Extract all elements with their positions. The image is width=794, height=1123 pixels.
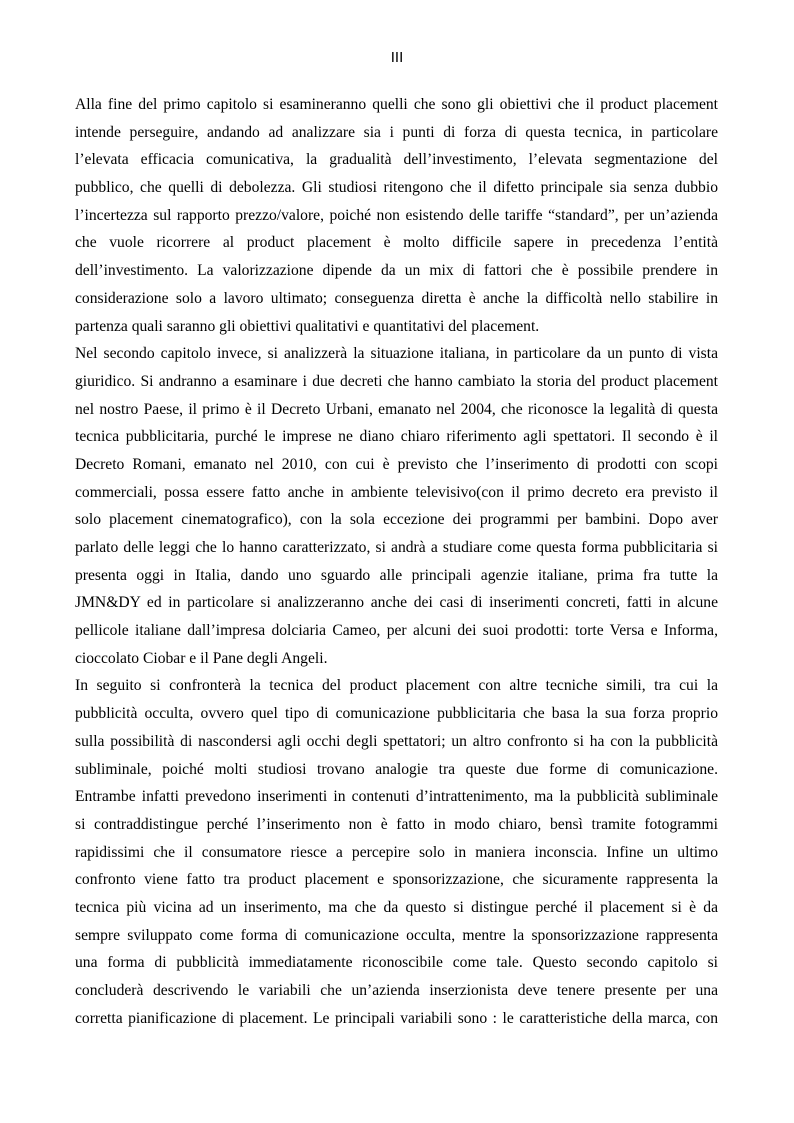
text-line: pubblico, che quelli di debolezza. Gli studiosi ritengono che il difetto principale sia senza dubbio [75,179,718,197]
text-line: concluderà descrivendo le variabili che un’azienda inserzionista deve tenere presente per una [75,982,718,999]
text-line: l’incertezza sul rapporto prezzo/valore, poiché non esistendo delle tariffe “standard”, per un’azienda [75,206,718,224]
text-line: pellicole italiane dall’impresa dolciaria Cameo, per alcuni dei suoi prodotti: torte Versa e Informa, [75,622,718,640]
text-line: parlato delle leggi che lo hanno caratterizzato, si andrà a studiare come questa forma pubblicitaria si [75,539,718,556]
text-line: tecnica pubblicitaria, purché le imprese ne diano chiaro riferimento agli spettatori. Il secondo è il [75,428,718,446]
text-line: subliminale, poiché molti studiosi trovano analogie tra queste due forme di comunicazione. [75,760,718,778]
text-line: l’elevata efficacia comunicativa, la gradualità dell’investimento, l’elevata segmentazione del [75,151,718,169]
text-line: dell’investimento. La valorizzazione dipende da un mix di fattori che è possibile prendere in [75,262,718,280]
text-line: In seguito si confronterà la tecnica del product placement con altre tecniche simili, tra cui la [75,677,718,695]
text-line: presenta oggi in Italia, dando uno sguardo alle principali agenzie italiane, prima fra tutte la [75,566,718,584]
text-line: tecnica più vicina ad un inserimento, ma che da questo si distingue perché il placement si è da [75,898,718,916]
text-line: una forma di pubblicità immediatamente riconoscibile come tale. Questo secondo capitolo si [75,954,718,972]
body-text [75,91,718,1032]
text-line: confronto viene fatto tra product placement e sponsorizzazione, che sicuramente rappresenta la [75,871,718,889]
page-number: III [390,49,404,66]
text-line: sempre sviluppato come forma di comunicazione occulta, mentre la sponsorizzazione rappresenta [75,926,718,944]
text-line: corretta pianificazione di placement. Le principali variabili sono : le caratteristiche della marca, con [75,1009,718,1027]
text-line: solo placement cinematografico), con la sola eccezione dei programmi per bambini. Dopo aver [75,511,718,529]
text-line: JMN&DY ed in particolare si analizzeranno anche dei casi di inserimenti concreti, fatti in alcune [75,594,718,612]
text-line: partenza quali saranno gli obiettivi qualitativi e quantitativi del placement. [75,317,540,335]
text-line: Alla fine del primo capitolo si esamineranno quelli che sono gli obiettivi che il product placement [75,96,718,113]
text-line: pubblicità occulta, ovvero quel tipo di comunicazione pubblicitaria che basa la sua forza proprio [75,705,718,723]
text-line: commerciali, possa essere fatto anche in ambiente televisivo(con il primo decreto era previsto il [75,483,718,501]
text-line: sulla possibilità di nascondersi agli occhi degli spettatori; un altro confronto si ha con la pubblicità [75,732,718,750]
text-line: considerazione solo a lavoro ultimato; conseguenza diretta è anche la difficoltà nello stabilire in [75,289,718,307]
text-line: nel nostro Paese, il primo è il Decreto Urbani, emanato nel 2004, che riconosce la legalità di questa [75,400,718,418]
text-line: cioccolato Ciobar e il Pane degli Angeli. [75,649,328,667]
text-line: Entrambe infatti prevedono inserimenti in contenuti d’intrattenimento, ma la pubblicità subliminale [75,788,718,806]
text-line: si contraddistingue perché l’inserimento non è fatto in modo chiaro, bensì tramite fotogrammi [75,815,718,833]
text-line: rapidissimi che il consumatore riesce a percepire solo in maniera inconscia. Infine un ultimo [75,843,718,861]
text-line: intende perseguire, andando ad analizzare sia i punti di forza di questa tecnica, in particolare [75,123,718,141]
text-line: che vuole ricorrere al product placement è molto difficile sapere in precedenza l’entità [75,234,718,252]
text-line: Nel secondo capitolo invece, si analizzerà la situazione italiana, in particolare da un punto di vista [75,345,718,363]
text-line: Decreto Romani, emanato nel 2010, con cui è previsto che l’inserimento di prodotti con scopi [75,455,718,473]
text-line: giuridico. Si andranno a esaminare i due decreti che hanno cambiato la storia del product placement [75,372,718,390]
